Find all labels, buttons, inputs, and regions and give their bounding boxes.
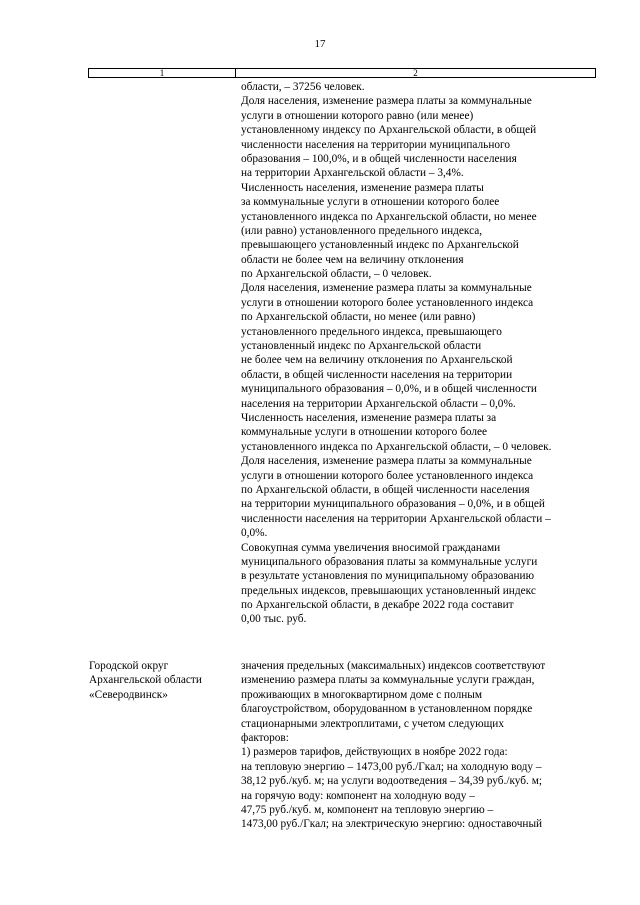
table-header-col1: 1 [89,69,236,77]
page-number: 17 [314,38,326,50]
text-line: на тепловую энергию – 1473,00 руб./Гкал; на холодную воду – [241,760,542,773]
text-line: благоустройством, оборудованном в установленном порядке [241,703,533,716]
text-line: предельных индексов, превышающих установленный индекс [241,584,536,597]
text-line: установленный индекс по Архангельской области [241,340,482,353]
section1-text [241,80,601,627]
text-line: «Северодвинск» [89,688,168,701]
text-line: не более чем на величину отклонения по Архангельской [241,354,513,367]
text-line: Архангельской области [89,674,202,687]
text-line: численности населения на территории Архангельской области – [241,512,551,525]
text-line: Доля населения, изменение размера платы за коммунальные [241,95,532,108]
text-line: численности населения на территории муниципального [241,138,511,151]
table-header-col2: 2 [413,68,418,78]
text-line: по Архангельской области, в декабре 2022 года составит [241,599,514,612]
text-line: значения предельных (максимальных) индексов соответствуют [241,660,546,672]
text-line: за коммунальные услуги в отношении которого более [241,196,500,209]
text-line: области не более чем на величину отклонения [241,253,464,266]
text-line: образования – 100,0%, и в общей численности населения [241,152,517,165]
text-line: коммунальные услуги в отношении которого более [241,426,488,439]
text-line: услуги в отношении которого более установленного индекса [241,296,534,309]
text-line: на горячую воду: компонент на холодную воду – [241,789,475,802]
text-line: 0,00 тыс. руб. [241,613,307,626]
text-line: установленного индекса по Архангельской области, – 0 человек. [241,440,552,453]
text-line: стационарными электроплитами, с учетом следующих [241,717,504,730]
text-line: установленного предельного индекса, превышающего [241,325,502,338]
text-line: по Архангельской области, в общей численности населения [241,483,530,496]
text-line: по Архангельской области, – 0 человек. [241,268,432,281]
territory-name [89,659,237,702]
text-line: факторов: [241,731,289,744]
text-line: области, – 37256 человек. [241,81,365,93]
text-line: 47,75 руб./куб. м, компонент на тепловую энергию – [241,803,494,816]
text-line: по Архангельской области, но менее (или равно) [241,311,476,324]
text-line: 38,12 руб./куб. м; на услуги водоотведения – 34,39 руб./куб. м; [241,775,542,788]
text-line: Городской округ [89,660,169,672]
text-line: населения на территории Архангельской области – 0,0%. [241,397,516,410]
text-line: на территории муниципального образования – 0,0%, и в общей [241,498,545,511]
text-line: муниципального образования – 0,0%, и в общей численности [241,383,537,396]
text-line: (или равно) установленного предельного индекса, [241,224,483,237]
text-line: 1473,00 руб./Гкал; на электрическую энергию: одноставочный [241,818,543,831]
text-line: Доля населения, изменение размера платы за коммунальные [241,282,532,295]
section2-text [241,659,601,832]
text-line: установленному индексу по Архангельской области, в общей [241,124,537,137]
text-line: Численность населения, изменение размера платы за [241,411,497,424]
text-line: 1) размеров тарифов, действующих в ноябре 2022 года: [241,746,508,759]
text-line: на территории Архангельской области – 3,4%. [241,167,464,180]
text-line: установленного индекса по Архангельской области, но менее [241,210,537,223]
text-line: проживающих в многоквартирном доме с полным [241,688,483,701]
text-line: услуги в отношении которого более установленного индекса [241,469,534,482]
text-line: 0,0%. [241,527,268,540]
text-line: услуги в отношении которого равно (или менее) [241,109,474,122]
text-line: превышающего установленный индекс по Архангельской [241,239,519,252]
table-header-row [88,68,596,78]
text-line: области, в общей численности населения на территории [241,368,513,381]
text-line: муниципального образования платы за коммунальные услуги [241,555,538,568]
text-line: Совокупная сумма увеличения вносимой гражданами [241,541,501,554]
text-line: в результате установления по муниципальному образованию [241,570,535,583]
text-line: Численность населения, изменение размера платы [241,181,484,194]
text-line: изменению размера платы за коммунальные услуги граждан, [241,674,535,687]
text-line: Доля населения, изменение размера платы за коммунальные [241,455,532,468]
